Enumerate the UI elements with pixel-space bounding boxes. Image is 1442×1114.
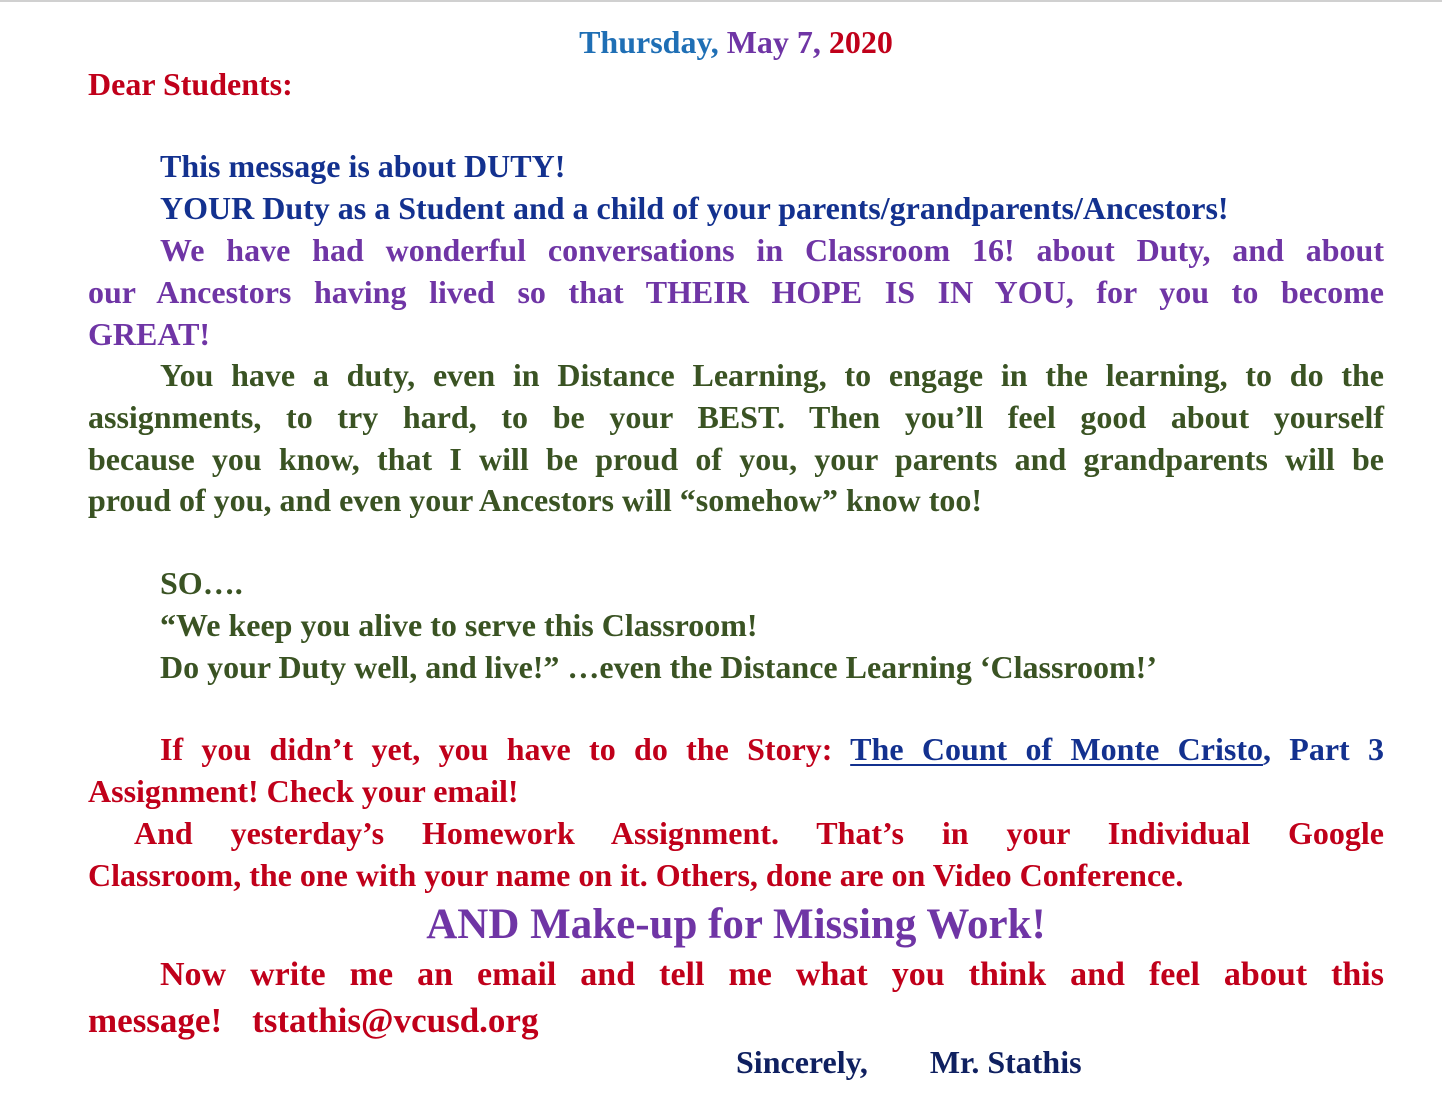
assignment-prefix: If you didn’t yet, you have to do the Story: [160, 731, 851, 767]
closing [736, 1042, 1336, 1082]
ancestors-line-2: our Ancestors having lived so that THEIR HOPE IS IN YOU, for you to become [88, 274, 1384, 310]
ancestors-line-3: GREAT! [88, 316, 211, 352]
classroom-quote-line-1: “We keep you alive to serve this Classroom! [160, 607, 758, 643]
makeup-heading: AND Make-up for Missing Work! [426, 901, 1046, 948]
letter-date [88, 22, 1384, 62]
email-address[interactable]: tstathis@vcusd.org [252, 1001, 539, 1040]
request-line-1: Now write me an email and tell me what you think and feel about this [160, 956, 1384, 993]
distance-line-4: proud of you, and even your Ancestors will “somehow” know too! [88, 482, 983, 518]
homework-line-1: And yesterday’s Homework Assignment. That’s in your Individual Google [134, 815, 1384, 851]
assignment-line-1 [88, 729, 1384, 769]
request-line-2 [88, 1001, 1384, 1041]
duty-line-1: This message is about DUTY! [160, 148, 566, 184]
classroom-quote-line-2: Do your Duty well, and live!” …even the Distance Learning ‘Classroom!’ [160, 649, 1157, 685]
date-year: 2020 [828, 24, 893, 60]
ancestors-line-1: We have had wonderful conversations in Classroom 16! about Duty, and about [160, 232, 1384, 268]
distance-line-3: because you know, that I will be proud of you, your parents and grandparents will be [88, 441, 1384, 477]
distance-line-2: assignments, to try hard, to be your BEST. Then you’ll feel good about yourself [88, 399, 1384, 435]
so-line: SO…. [160, 565, 243, 601]
request-message-word: message! [88, 1001, 223, 1040]
date-weekday: Thursday, [579, 24, 719, 60]
greeting: Dear Students: [88, 66, 293, 102]
monte-cristo-link[interactable]: The Count of Monte Cristo [850, 731, 1263, 767]
distance-line-1: You have a duty, even in Distance Learning, to engage in the learning, to do the [160, 357, 1384, 393]
homework-line-2: Classroom, the one with your name on it. Others, done are on Video Conference. [88, 857, 1184, 893]
duty-line-2: YOUR Duty as a Student and a child of your parents/grandparents/Ancestors! [160, 190, 1229, 226]
assignment-part: , Part 3 [1262, 731, 1385, 767]
date-month-day: May 7, [726, 24, 821, 60]
closing-signature: Mr. Stathis [929, 1044, 1082, 1080]
top-border [0, 0, 1442, 2]
assignment-line-2: Assignment! Check your email! [88, 773, 519, 809]
closing-sincerely: Sincerely, [736, 1044, 868, 1080]
